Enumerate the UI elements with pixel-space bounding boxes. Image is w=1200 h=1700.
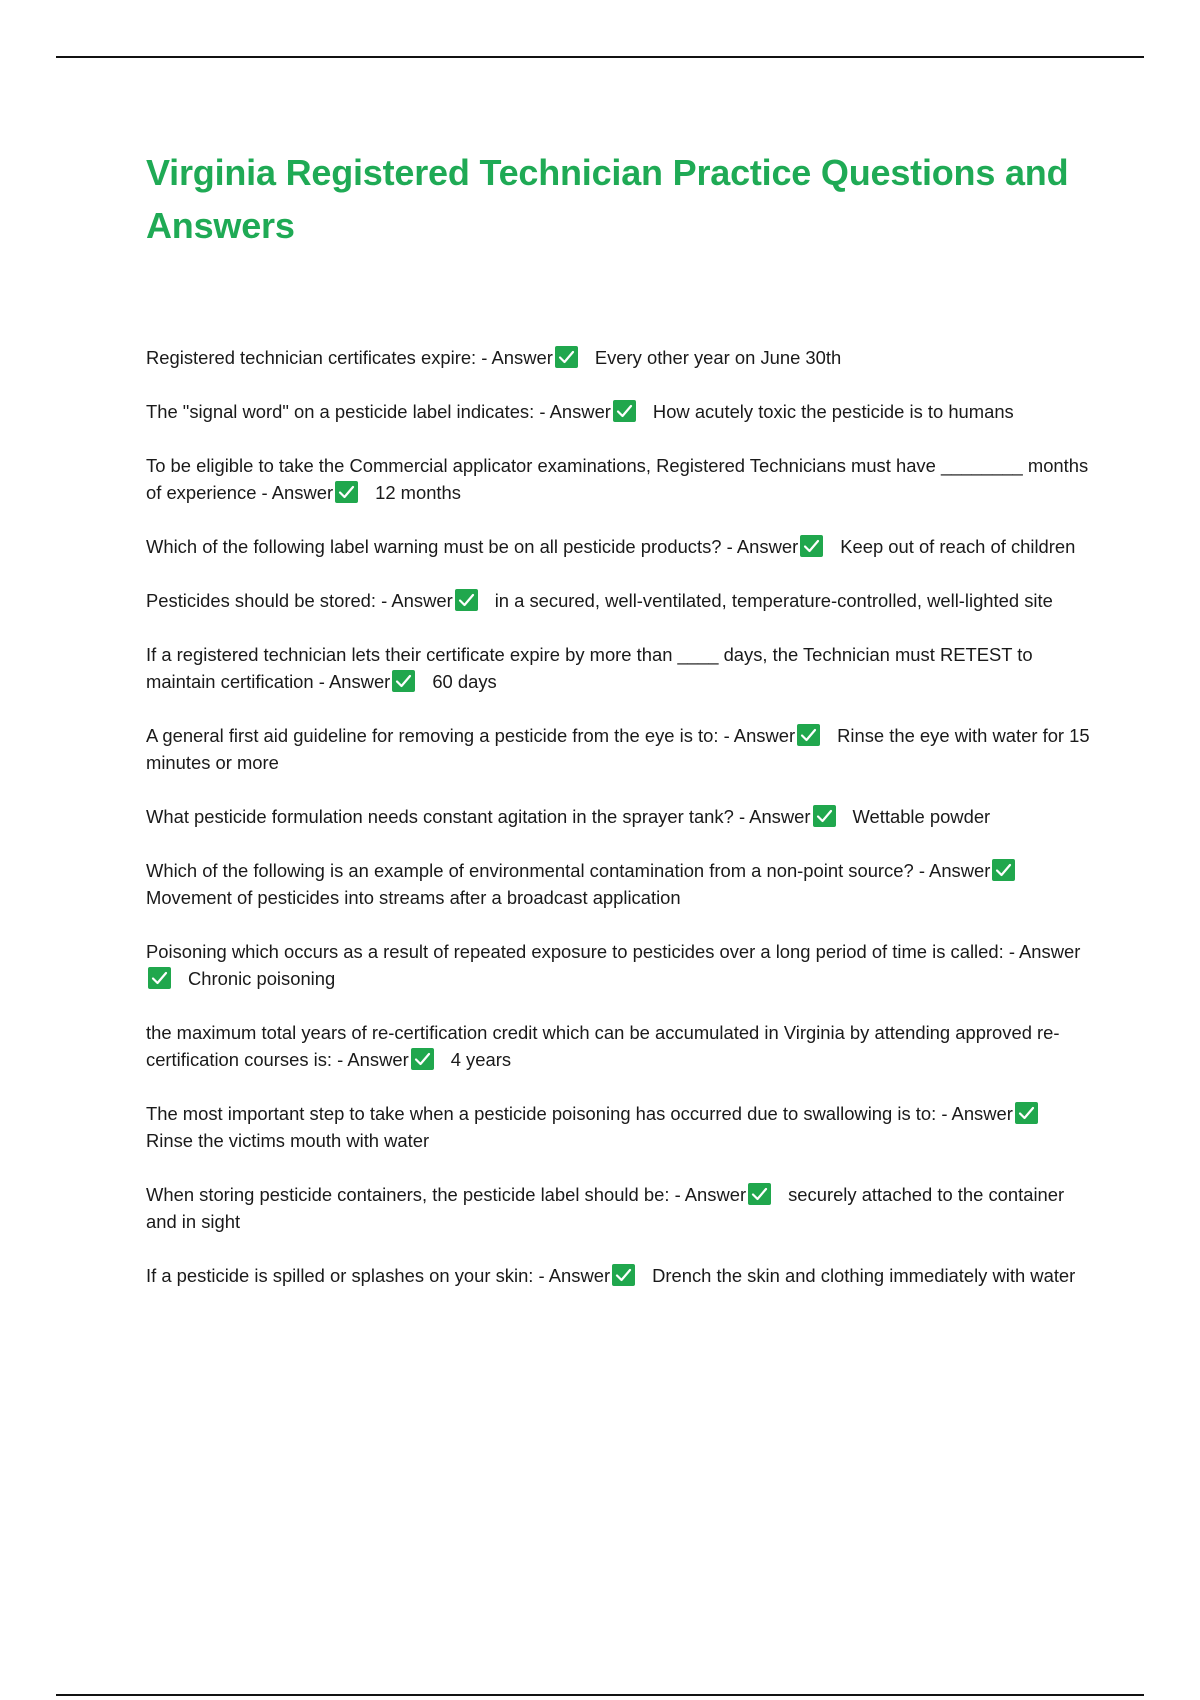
- checkmark-icon: [148, 967, 171, 989]
- question-text: What pesticide formulation needs constant agitation in the sprayer tank?: [146, 806, 734, 827]
- answer-label: - Answer: [918, 860, 991, 881]
- answer-text: Rinse the victims mouth with water: [146, 1130, 430, 1151]
- document-body: [146, 146, 1096, 1316]
- qa-item: [146, 344, 1096, 371]
- qa-item: [146, 938, 1096, 992]
- answer-text: 12 months: [375, 482, 461, 503]
- bottom-rule: [56, 1694, 1144, 1696]
- answer-text: Every other year on June 30th: [594, 347, 842, 368]
- question-text: To be eligible to take the Commercial applicator examinations, Registered Technicians must have ________ months of experience: [146, 455, 1089, 503]
- checkmark-icon: [612, 1264, 635, 1286]
- answer-text: Keep out of reach of children: [840, 536, 1076, 557]
- answer-label: - Answer: [538, 1265, 611, 1286]
- answer-text: in a secured, well-ventilated, temperature-controlled, well-lighted site: [494, 590, 1053, 611]
- qa-item: [146, 533, 1096, 560]
- answer-label: - Answer: [539, 401, 611, 422]
- answer-label: - Answer: [318, 671, 391, 692]
- checkmark-icon: [613, 400, 636, 422]
- qa-item: [146, 452, 1096, 506]
- qa-item: [146, 1100, 1096, 1154]
- checkmark-icon: [392, 670, 415, 692]
- question-text: Which of the following is an example of environmental contamination from a non-point source?: [146, 860, 914, 881]
- qa-item: [146, 1181, 1096, 1235]
- question-text: Poisoning which occurs as a result of repeated exposure to pesticides over a long period of time is called:: [146, 941, 1004, 962]
- checkmark-icon: [797, 724, 820, 746]
- checkmark-icon: [411, 1048, 434, 1070]
- answer-label: - Answer: [381, 590, 453, 611]
- question-text: The most important step to take when a pesticide poisoning has occurred due to swallowing is to:: [146, 1103, 937, 1124]
- checkmark-icon: [1015, 1102, 1038, 1124]
- answer-text: Drench the skin and clothing immediately with water: [652, 1265, 1076, 1286]
- answer-label: - Answer: [337, 1049, 409, 1070]
- checkmark-icon: [992, 859, 1015, 881]
- question-text: If a pesticide is spilled or splashes on your skin:: [146, 1265, 534, 1286]
- checkmark-icon: [555, 346, 578, 368]
- qa-item: [146, 857, 1096, 911]
- question-text: the maximum total years of re-certification credit which can be accumulated in Virginia by attending approved re-certification courses is:: [146, 1022, 1060, 1070]
- qa-item: [146, 1262, 1096, 1289]
- checkmark-icon: [455, 589, 478, 611]
- answer-label: - Answer: [481, 347, 553, 368]
- answer-text: Chronic poisoning: [188, 968, 336, 989]
- answer-text: 4 years: [450, 1049, 512, 1070]
- qa-item: [146, 722, 1096, 776]
- question-text: If a registered technician lets their certificate expire by more than ____ days, the Technician must RETEST to maintain certification: [146, 644, 1033, 692]
- answer-text: How acutely toxic the pesticide is to humans: [652, 401, 1014, 422]
- qa-item: [146, 398, 1096, 425]
- top-rule: [56, 56, 1144, 58]
- answer-text: Movement of pesticides into streams after a broadcast application: [146, 887, 681, 908]
- answer-text: Rinse the eye with water for 15 minutes or more: [146, 725, 1090, 773]
- answer-text: Wettable powder: [852, 806, 991, 827]
- question-text: When storing pesticide containers, the pesticide label should be:: [146, 1184, 670, 1205]
- checkmark-icon: [335, 481, 358, 503]
- answer-text: securely attached to the container and in sight: [146, 1184, 1065, 1232]
- qa-item: [146, 641, 1096, 695]
- question-text: A general first aid guideline for removing a pesticide from the eye is to:: [146, 725, 719, 746]
- qa-item: [146, 803, 1096, 830]
- answer-label: - Answer: [726, 536, 799, 557]
- qa-item: [146, 1019, 1096, 1073]
- qa-item: [146, 587, 1096, 614]
- question-text: The "signal word" on a pesticide label indicates:: [146, 401, 535, 422]
- answer-label: - Answer: [1008, 941, 1081, 962]
- answer-label: - Answer: [941, 1103, 1013, 1124]
- checkmark-icon: [800, 535, 823, 557]
- answer-text: 60 days: [432, 671, 497, 692]
- question-text: Registered technician certificates expire:: [146, 347, 477, 368]
- answer-label: - Answer: [723, 725, 796, 746]
- answer-label: - Answer: [738, 806, 811, 827]
- question-text: Pesticides should be stored:: [146, 590, 377, 611]
- answer-label: - Answer: [674, 1184, 747, 1205]
- answer-label: - Answer: [261, 482, 334, 503]
- checkmark-icon: [813, 805, 836, 827]
- checkmark-icon: [748, 1183, 771, 1205]
- page-title: Virginia Registered Technician Practice Questions and Answers: [146, 152, 1069, 246]
- question-text: Which of the following label warning must be on all pesticide products?: [146, 536, 722, 557]
- qa-list: [146, 344, 1096, 1289]
